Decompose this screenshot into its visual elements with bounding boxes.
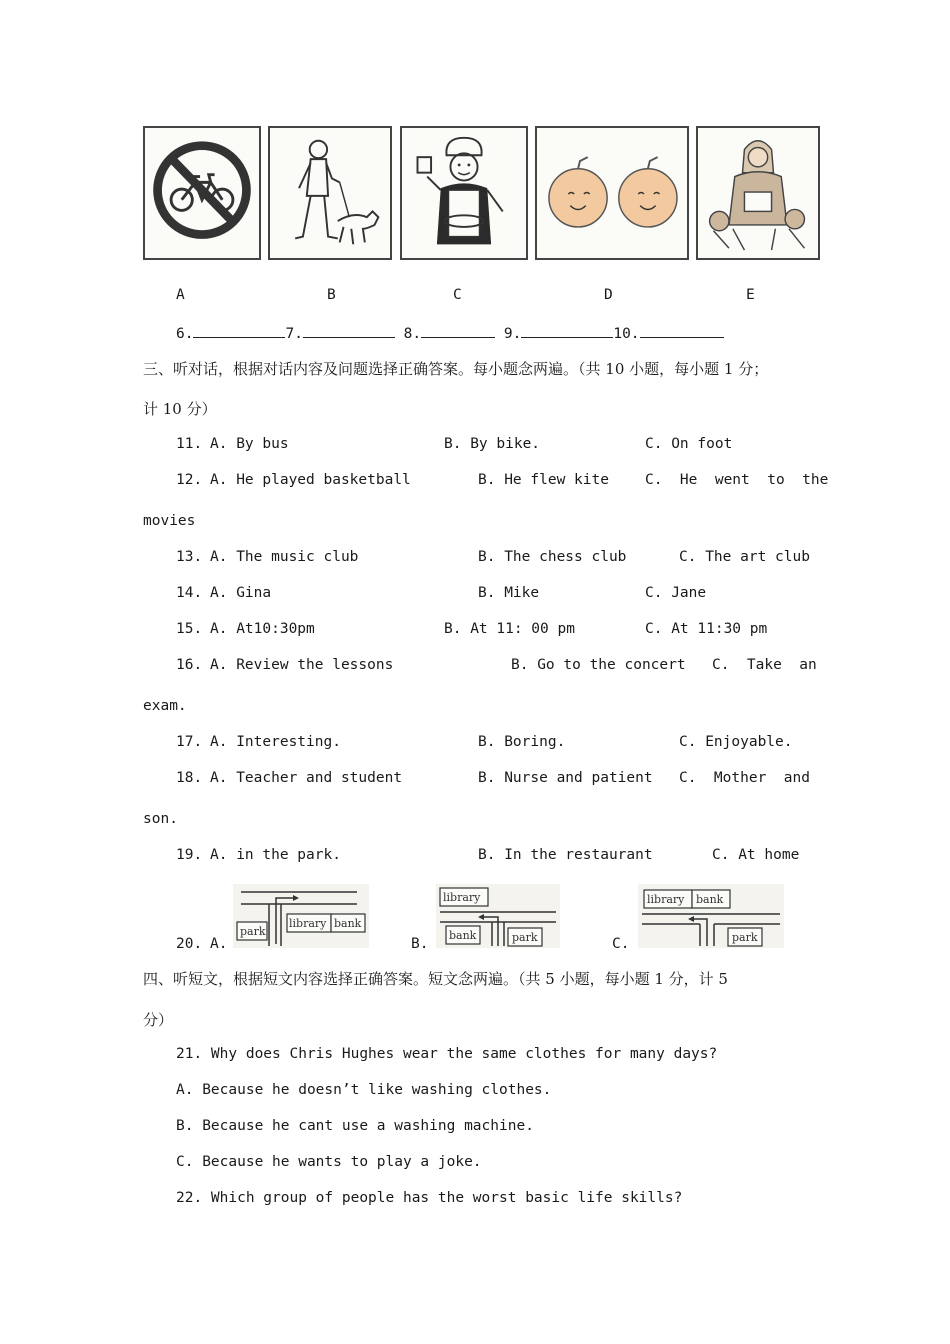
q13-option-c[interactable]: C. The art club xyxy=(679,549,810,565)
park-label: park xyxy=(732,931,758,944)
blank-label: 6. xyxy=(176,326,194,342)
question-number: 13. xyxy=(176,549,203,565)
picture-b xyxy=(268,126,392,260)
q14-option-b[interactable]: B. Mike xyxy=(478,585,540,601)
q17-option-a[interactable]: A. Interesting. xyxy=(210,734,341,750)
map-b-diagram xyxy=(436,884,560,948)
q17-option-b[interactable]: B. Boring. xyxy=(478,734,566,750)
smiling-oranges-icon xyxy=(537,128,687,258)
map-b xyxy=(436,884,560,948)
q16-option-c[interactable]: C. Take an xyxy=(712,657,817,673)
answer-blank-8[interactable] xyxy=(421,323,495,338)
section-4-title-cont: 分） xyxy=(143,1011,174,1029)
library-label: library xyxy=(289,917,327,930)
section-3-title: 三、听对话，根据对话内容及问题选择正确答案。每小题念两遍。（共 10 小题，每小题 1 分； xyxy=(143,360,769,378)
q21-question: 21. Why does Chris Hughes wear the same clothes for many days? xyxy=(176,1046,718,1062)
q15-option-a[interactable]: A. At10:30pm xyxy=(210,621,315,637)
park-label: park xyxy=(512,931,538,944)
q19-option-b[interactable]: B. In the restaurant xyxy=(478,847,653,863)
section-4-title: 四、听短文，根据短文内容选择正确答案。短文念两遍。（共 5 小题，每小题 1 分，计 5 xyxy=(143,970,728,988)
chef-cooking-icon xyxy=(402,128,526,258)
map-c-diagram xyxy=(638,884,784,948)
q11-option-c[interactable]: C. On foot xyxy=(645,436,733,452)
q14-option-a[interactable]: A. Gina xyxy=(210,585,272,601)
q12-option-c-cont: movies xyxy=(143,513,196,529)
q19-option-c[interactable]: C. At home xyxy=(712,847,800,863)
answer-blank-7[interactable] xyxy=(303,323,395,338)
q13-option-a[interactable]: A. The music club xyxy=(210,549,359,565)
question-number: 14. xyxy=(176,585,203,601)
picture-c xyxy=(400,126,528,260)
blank-label: 8. xyxy=(403,326,422,342)
q15-option-b[interactable]: B. At 11: 00 pm xyxy=(444,621,575,637)
q16-option-c-cont: exam. xyxy=(143,698,187,714)
q15-option-c[interactable]: C. At 11:30 pm xyxy=(645,621,768,637)
q16-option-a[interactable]: A. Review the lessons xyxy=(210,657,394,673)
answer-blank-10[interactable] xyxy=(640,323,724,338)
bank-label: bank xyxy=(449,929,477,942)
man-walking-dog-icon xyxy=(270,128,390,258)
map-a xyxy=(233,884,369,948)
library-label: library xyxy=(647,893,685,906)
blank-label: 7. xyxy=(285,326,303,342)
q21-option-a[interactable]: A. Because he doesn’t like washing clothes. xyxy=(176,1082,552,1098)
picture-letter-b: B xyxy=(327,287,336,303)
q22-question: 22. Which group of people has the worst basic life skills? xyxy=(176,1190,683,1206)
answer-blank-9[interactable] xyxy=(521,323,613,338)
blank-label: 9. xyxy=(503,326,522,342)
question-number: 11. xyxy=(176,436,203,452)
q11-option-b[interactable]: B. By bike. xyxy=(444,436,541,452)
q19-option-a[interactable]: A. in the park. xyxy=(210,847,341,863)
question-number: 15. xyxy=(176,621,203,637)
answer-blank-6[interactable] xyxy=(193,323,285,338)
picture-e xyxy=(696,126,820,260)
q18-option-c[interactable]: C. Mother and xyxy=(679,770,810,786)
no-bicycle-sign-icon xyxy=(145,128,259,258)
q20-option-c[interactable]: C. xyxy=(612,936,630,952)
map-a-diagram xyxy=(233,884,369,948)
q21-option-b[interactable]: B. Because he cant use a washing machine. xyxy=(176,1118,534,1134)
q18-option-a[interactable]: A. Teacher and student xyxy=(210,770,403,786)
picture-letter-e: E xyxy=(746,287,755,303)
q17-option-c[interactable]: C. Enjoyable. xyxy=(679,734,793,750)
question-number: 16. xyxy=(176,657,203,673)
answer-blanks-row xyxy=(176,323,724,342)
picture-letter-d: D xyxy=(604,287,613,303)
picture-d xyxy=(535,126,689,260)
woman-reading-icon xyxy=(698,128,818,258)
picture-a xyxy=(143,126,261,260)
q12-option-c[interactable]: C. He went to the xyxy=(645,472,829,488)
q12-option-a[interactable]: A. He played basketball xyxy=(210,472,411,488)
q12-option-b[interactable]: B. He flew kite xyxy=(478,472,609,488)
park-label: park xyxy=(240,925,266,938)
question-number: 19. xyxy=(176,847,203,863)
blank-label: 10. xyxy=(613,326,640,342)
q11-option-a[interactable]: A. By bus xyxy=(210,436,289,452)
q20-option-a[interactable]: A. xyxy=(210,936,228,952)
question-number: 17. xyxy=(176,734,203,750)
q20-option-b[interactable]: B. xyxy=(411,936,429,952)
section-3-title-cont: 计 10 分） xyxy=(143,400,217,418)
q14-option-c[interactable]: C. Jane xyxy=(645,585,707,601)
question-number: 18. xyxy=(176,770,203,786)
q13-option-b[interactable]: B. The chess club xyxy=(478,549,627,565)
q18-option-c-cont: son. xyxy=(143,811,178,827)
picture-letter-c: C xyxy=(453,287,462,303)
library-label: library xyxy=(443,891,481,904)
map-c xyxy=(638,884,784,948)
question-number: 20. xyxy=(176,936,203,952)
picture-letter-a: A xyxy=(176,287,185,303)
q21-option-c[interactable]: C. Because he wants to play a joke. xyxy=(176,1154,482,1170)
q18-option-b[interactable]: B. Nurse and patient xyxy=(478,770,653,786)
bank-label: bank xyxy=(696,893,724,906)
q16-option-b[interactable]: B. Go to the concert xyxy=(511,657,686,673)
question-number: 12. xyxy=(176,472,203,488)
bank-label: bank xyxy=(334,917,362,930)
